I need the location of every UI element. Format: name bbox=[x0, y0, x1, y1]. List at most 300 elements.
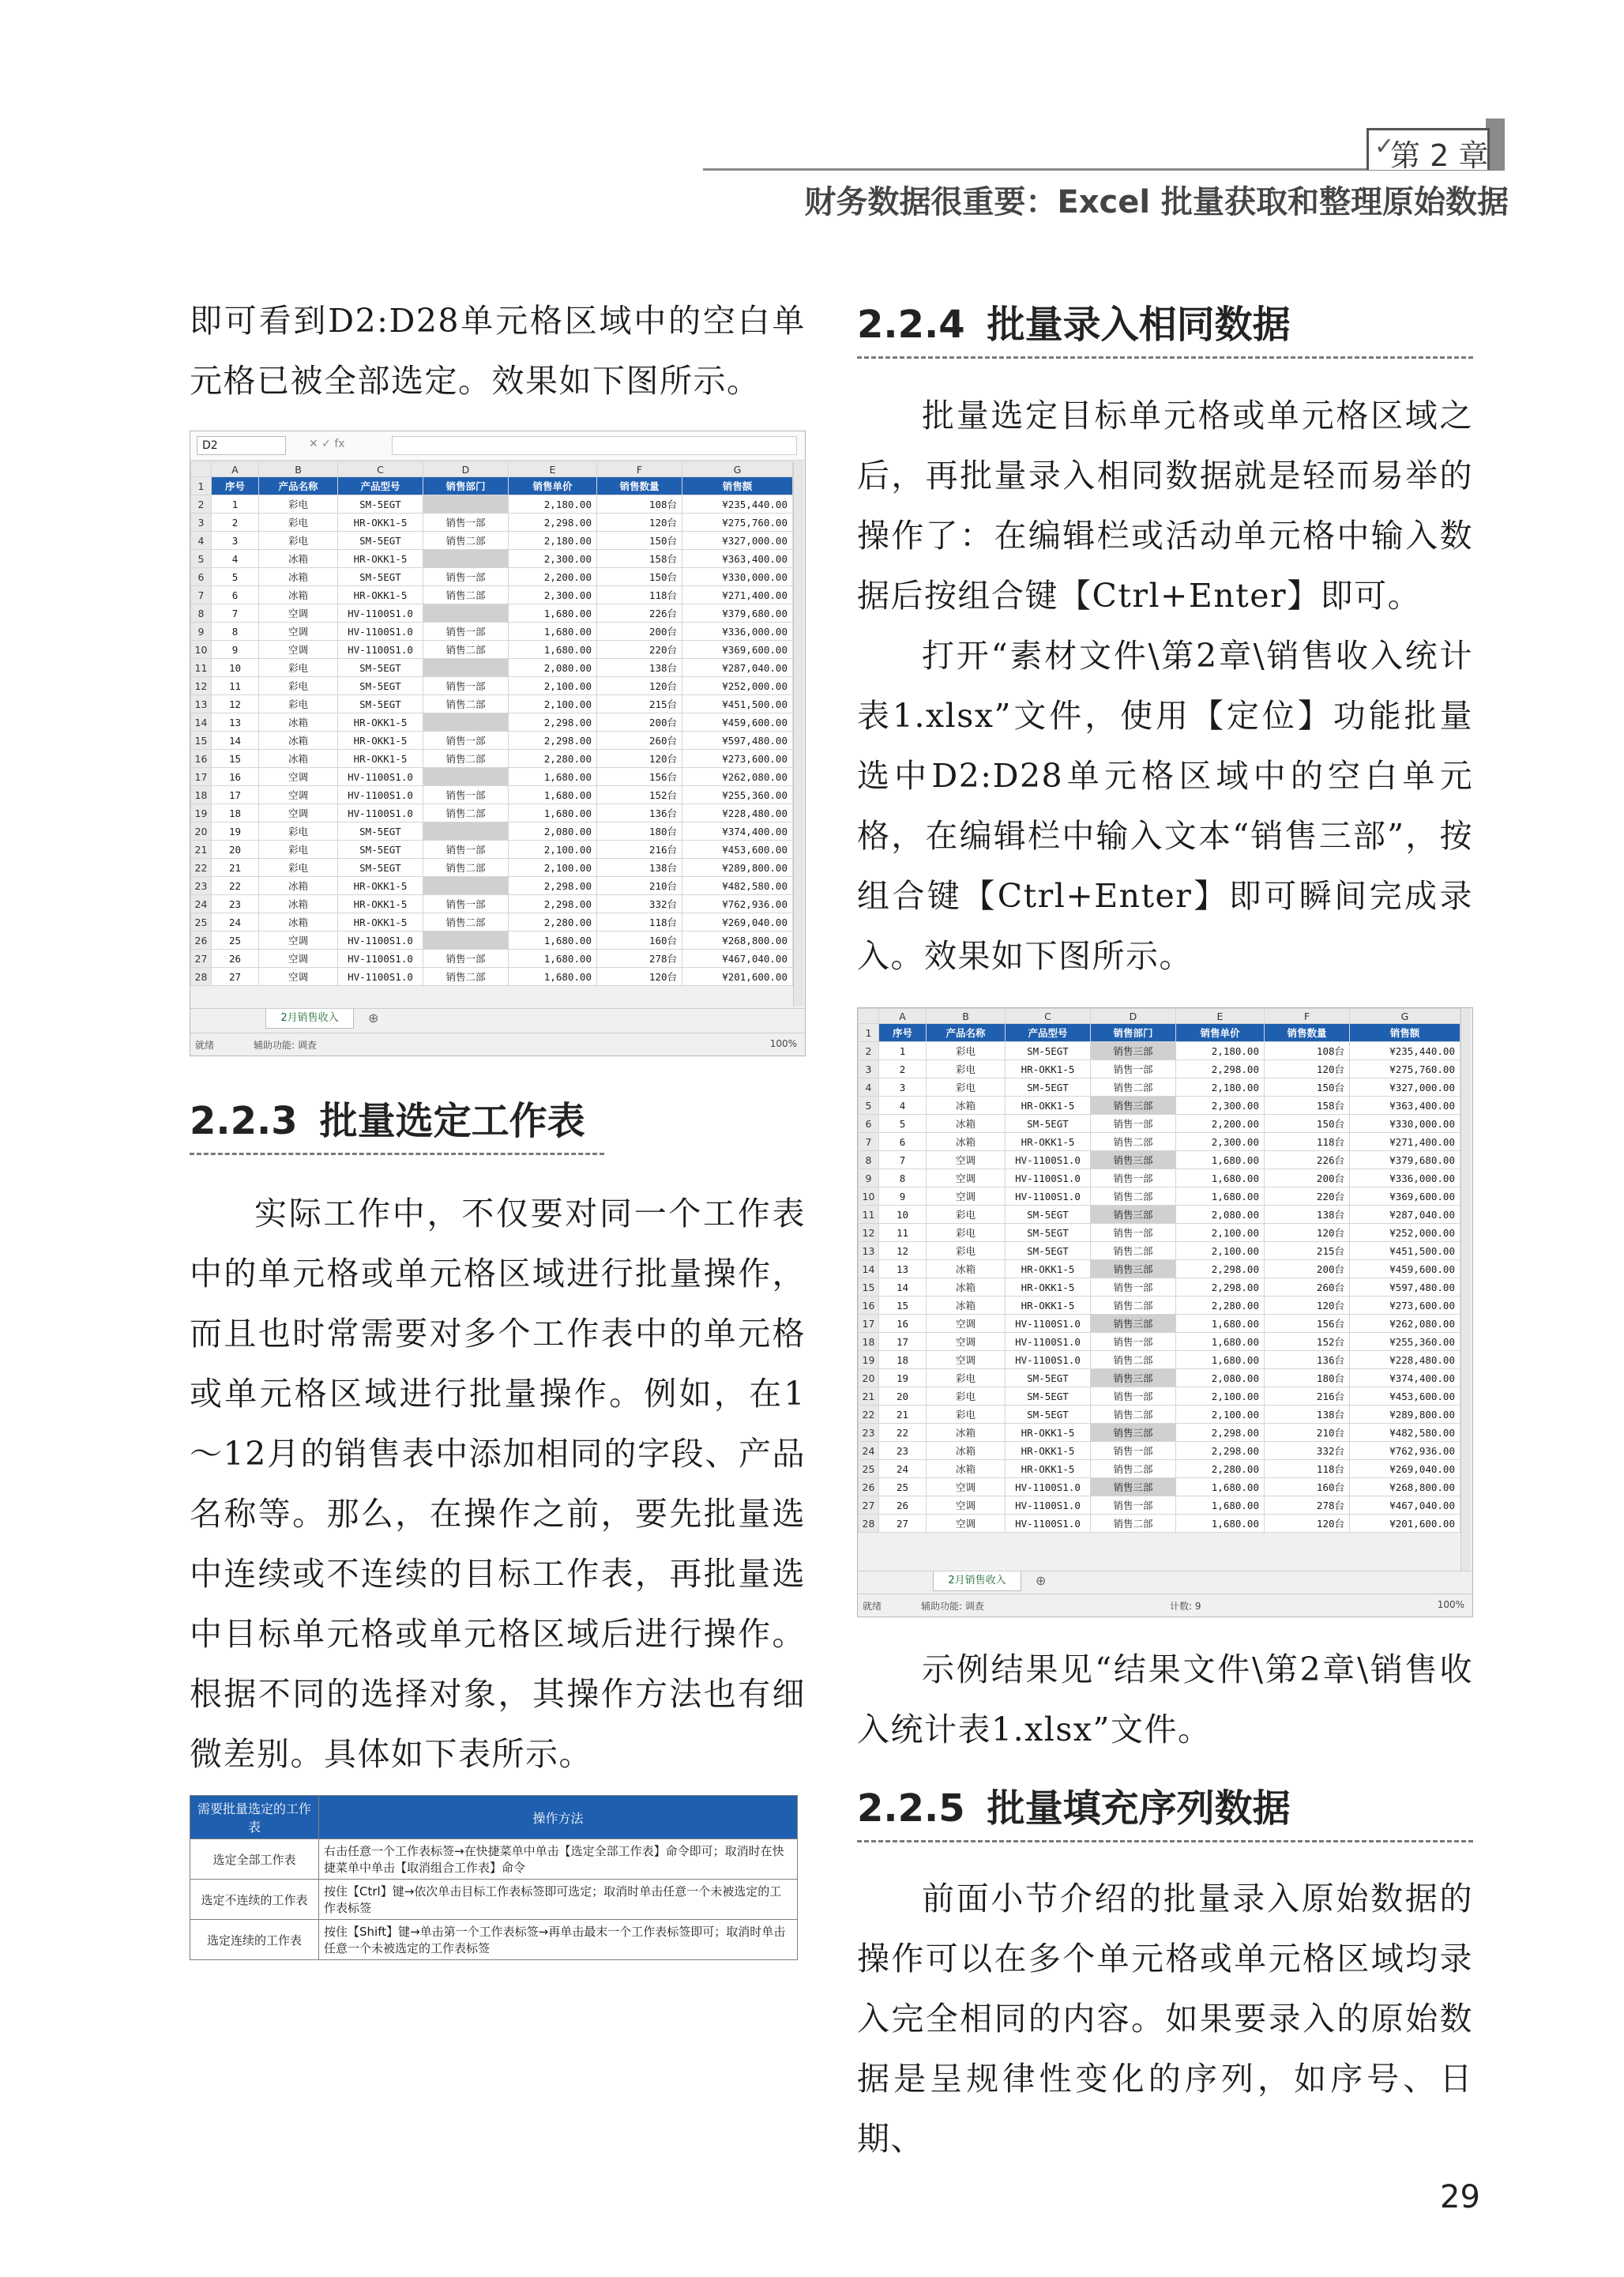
sheet-cell[interactable]: 彩电 bbox=[259, 822, 338, 841]
row-number[interactable]: 2 bbox=[191, 495, 212, 514]
sheet-cell[interactable]: ¥269,040.00 bbox=[682, 913, 793, 932]
sheet-cell[interactable]: 空调 bbox=[927, 1351, 1006, 1369]
sheet-cell[interactable]: SM-5EGT bbox=[338, 695, 423, 713]
sheet-cell[interactable]: ¥269,040.00 bbox=[1350, 1460, 1460, 1478]
sheet-cell[interactable]: 销售一部 bbox=[423, 568, 509, 586]
sheet-cell[interactable]: 2,280.00 bbox=[1176, 1460, 1265, 1478]
sheet-cell[interactable]: HR-OKK1-5 bbox=[338, 913, 423, 932]
row-number[interactable]: 2 bbox=[859, 1042, 879, 1060]
sheet-cell[interactable]: 空调 bbox=[259, 804, 338, 822]
sheet-cell[interactable]: SM-5EGT bbox=[338, 841, 423, 859]
sheet-cell[interactable]: HR-OKK1-5 bbox=[1006, 1260, 1091, 1278]
sheet-cell[interactable]: 销售二部 bbox=[1091, 1078, 1176, 1097]
sheet-cell[interactable]: 200台 bbox=[597, 713, 682, 732]
row-number[interactable]: 21 bbox=[859, 1387, 879, 1406]
sheet-cell[interactable]: 27 bbox=[212, 968, 259, 986]
sheet-cell[interactable]: 13 bbox=[879, 1260, 927, 1278]
sheet-cell[interactable]: ¥255,360.00 bbox=[682, 786, 793, 804]
sheet-cell[interactable]: 彩电 bbox=[259, 841, 338, 859]
sheet-cell[interactable]: 销售二部 bbox=[1091, 1515, 1176, 1533]
sheet-cell[interactable]: 空调 bbox=[927, 1333, 1006, 1351]
row-number[interactable]: 24 bbox=[859, 1442, 879, 1460]
sheet-cell[interactable]: 332台 bbox=[597, 895, 682, 913]
row-number[interactable]: 19 bbox=[859, 1351, 879, 1369]
sheet-cell[interactable]: 2,300.00 bbox=[1176, 1133, 1265, 1151]
zoom-level[interactable]: 100% bbox=[1437, 1599, 1464, 1610]
sheet-cell[interactable]: ¥762,936.00 bbox=[682, 895, 793, 913]
sheet-cell[interactable]: 1,680.00 bbox=[1176, 1496, 1265, 1515]
sheet-cell[interactable]: 冰箱 bbox=[927, 1133, 1006, 1151]
sheet-cell[interactable]: 空调 bbox=[259, 641, 338, 659]
sheet-cell[interactable]: 销售二部 bbox=[1091, 1297, 1176, 1315]
sheet-cell[interactable]: 4 bbox=[212, 550, 259, 568]
sheet-cell[interactable]: 2,298.00 bbox=[1176, 1260, 1265, 1278]
sheet-cell[interactable]: HV-1100S1.0 bbox=[338, 968, 423, 986]
sheet-cell[interactable]: ¥453,600.00 bbox=[682, 841, 793, 859]
column-letter[interactable]: C bbox=[1006, 1009, 1091, 1024]
row-number[interactable]: 18 bbox=[191, 786, 212, 804]
sheet-cell[interactable]: 8 bbox=[212, 623, 259, 641]
row-number[interactable]: 15 bbox=[191, 732, 212, 750]
sheet-cell[interactable]: 24 bbox=[212, 913, 259, 932]
sheet-cell[interactable]: 215台 bbox=[597, 695, 682, 713]
sheet-cell[interactable]: 2,298.00 bbox=[1176, 1278, 1265, 1297]
sheet-cell[interactable]: 1,680.00 bbox=[509, 623, 597, 641]
sheet-cell[interactable]: 彩电 bbox=[259, 677, 338, 695]
sheet-cell[interactable]: 15 bbox=[212, 750, 259, 768]
row-number[interactable]: 10 bbox=[859, 1187, 879, 1206]
sheet-cell[interactable]: ¥451,500.00 bbox=[682, 695, 793, 713]
sheet-cell[interactable]: 108台 bbox=[597, 495, 682, 514]
sheet-cell[interactable]: 14 bbox=[879, 1278, 927, 1297]
row-number[interactable]: 27 bbox=[191, 950, 212, 968]
sheet-cell[interactable]: 销售三部 bbox=[1091, 1042, 1176, 1060]
sheet-cell[interactable]: HV-1100S1.0 bbox=[338, 604, 423, 623]
sheet-cell[interactable]: ¥289,800.00 bbox=[1350, 1406, 1460, 1424]
sheet-cell[interactable]: 2,298.00 bbox=[1176, 1060, 1265, 1078]
row-number[interactable]: 11 bbox=[191, 659, 212, 677]
sheet-cell[interactable]: 销售一部 bbox=[423, 786, 509, 804]
sheet-cell[interactable]: 空调 bbox=[259, 623, 338, 641]
sheet-cell[interactable]: 销售一部 bbox=[423, 950, 509, 968]
sheet-cell[interactable]: 销售二部 bbox=[423, 859, 509, 877]
sheet-cell[interactable]: 26 bbox=[212, 950, 259, 968]
sheet-cell[interactable]: 2,080.00 bbox=[1176, 1369, 1265, 1387]
row-number[interactable]: 17 bbox=[191, 768, 212, 786]
sheet-cell[interactable]: HV-1100S1.0 bbox=[1006, 1169, 1091, 1187]
name-box[interactable]: D2 bbox=[197, 436, 286, 455]
sheet-cell[interactable]: HV-1100S1.0 bbox=[338, 641, 423, 659]
sheet-cell[interactable]: 冰箱 bbox=[259, 895, 338, 913]
sheet-cell[interactable]: 冰箱 bbox=[927, 1115, 1006, 1133]
sheet-cell[interactable]: ¥459,600.00 bbox=[682, 713, 793, 732]
sheet-cell[interactable]: ¥271,400.00 bbox=[682, 586, 793, 604]
sheet-cell[interactable]: 27 bbox=[879, 1515, 927, 1533]
header-cell[interactable]: 销售数量 bbox=[597, 477, 682, 495]
sheet-cell[interactable]: ¥369,600.00 bbox=[1350, 1187, 1460, 1206]
sheet-cell[interactable]: 278台 bbox=[597, 950, 682, 968]
sheet-cell[interactable]: 9 bbox=[879, 1187, 927, 1206]
sheet-cell[interactable]: 120台 bbox=[597, 750, 682, 768]
sheet-cell[interactable]: 销售二部 bbox=[1091, 1187, 1176, 1206]
sheet-cell[interactable]: ¥467,040.00 bbox=[1350, 1496, 1460, 1515]
sheet-cell[interactable]: ¥275,760.00 bbox=[1350, 1060, 1460, 1078]
sheet-cell[interactable]: 152台 bbox=[1265, 1333, 1350, 1351]
sheet-cell[interactable]: 彩电 bbox=[927, 1060, 1006, 1078]
sheet-tab[interactable]: 2月销售收入 bbox=[933, 1571, 1021, 1591]
sheet-cell[interactable]: 2,280.00 bbox=[509, 913, 597, 932]
sheet-cell[interactable]: 12 bbox=[879, 1242, 927, 1260]
sheet-cell[interactable]: 冰箱 bbox=[259, 877, 338, 895]
sheet-cell[interactable]: 销售一部 bbox=[1091, 1496, 1176, 1515]
sheet-cell[interactable]: 8 bbox=[879, 1169, 927, 1187]
header-cell[interactable]: 产品型号 bbox=[338, 477, 423, 495]
sheet-cell[interactable]: 26 bbox=[879, 1496, 927, 1515]
row-number[interactable]: 15 bbox=[859, 1278, 879, 1297]
column-letter[interactable]: F bbox=[1265, 1009, 1350, 1024]
row-number[interactable]: 23 bbox=[191, 877, 212, 895]
sheet-cell[interactable]: 彩电 bbox=[259, 495, 338, 514]
sheet-cell[interactable]: 16 bbox=[879, 1315, 927, 1333]
sheet-cell[interactable]: 2,200.00 bbox=[509, 568, 597, 586]
sheet-cell[interactable]: 220台 bbox=[597, 641, 682, 659]
header-cell[interactable]: 产品名称 bbox=[927, 1024, 1006, 1042]
sheet-cell[interactable]: 1 bbox=[212, 495, 259, 514]
select-all-corner[interactable] bbox=[191, 462, 212, 477]
row-number[interactable]: 28 bbox=[191, 968, 212, 986]
sheet-cell[interactable]: 空调 bbox=[927, 1315, 1006, 1333]
sheet-cell[interactable]: ¥330,000.00 bbox=[682, 568, 793, 586]
sheet-cell[interactable]: HR-OKK1-5 bbox=[1006, 1060, 1091, 1078]
sheet-cell[interactable]: ¥201,600.00 bbox=[1350, 1515, 1460, 1533]
row-number[interactable]: 8 bbox=[191, 604, 212, 623]
sheet-cell[interactable]: ¥228,480.00 bbox=[1350, 1351, 1460, 1369]
sheet-cell[interactable]: 冰箱 bbox=[927, 1442, 1006, 1460]
sheet-cell[interactable]: 118台 bbox=[597, 913, 682, 932]
sheet-cell[interactable]: 销售二部 bbox=[1091, 1406, 1176, 1424]
header-cell[interactable]: 销售单价 bbox=[509, 477, 597, 495]
sheet-cell[interactable]: 2 bbox=[212, 514, 259, 532]
sheet-cell[interactable]: 彩电 bbox=[927, 1369, 1006, 1387]
row-number[interactable]: 23 bbox=[859, 1424, 879, 1442]
row-number[interactable]: 3 bbox=[859, 1060, 879, 1078]
row-number[interactable]: 4 bbox=[859, 1078, 879, 1097]
sheet-cell[interactable]: 118台 bbox=[1265, 1133, 1350, 1151]
sheet-cell[interactable]: HR-OKK1-5 bbox=[1006, 1133, 1091, 1151]
sheet-cell[interactable]: 108台 bbox=[1265, 1042, 1350, 1060]
sheet-cell[interactable]: 25 bbox=[879, 1478, 927, 1496]
sheet-cell[interactable]: 销售一部 bbox=[1091, 1387, 1176, 1406]
row-number[interactable]: 25 bbox=[191, 913, 212, 932]
sheet-cell[interactable]: 152台 bbox=[597, 786, 682, 804]
sheet-cell[interactable]: 160台 bbox=[1265, 1478, 1350, 1496]
sheet-cell[interactable]: ¥459,600.00 bbox=[1350, 1260, 1460, 1278]
sheet-cell[interactable] bbox=[423, 877, 509, 895]
sheet-cell[interactable]: 销售一部 bbox=[423, 514, 509, 532]
sheet-cell[interactable]: 空调 bbox=[927, 1169, 1006, 1187]
row-number[interactable]: 9 bbox=[859, 1169, 879, 1187]
sheet-cell[interactable]: 7 bbox=[212, 604, 259, 623]
sheet-cell[interactable]: 120台 bbox=[1265, 1297, 1350, 1315]
sheet-cell[interactable]: 2,300.00 bbox=[509, 550, 597, 568]
sheet-cell[interactable]: 销售一部 bbox=[423, 732, 509, 750]
column-letter[interactable]: B bbox=[259, 462, 338, 477]
sheet-cell[interactable]: ¥252,000.00 bbox=[1350, 1224, 1460, 1242]
row-number[interactable]: 20 bbox=[859, 1369, 879, 1387]
column-letter[interactable]: F bbox=[597, 462, 682, 477]
sheet-cell[interactable]: 彩电 bbox=[927, 1387, 1006, 1406]
sheet-cell[interactable]: 160台 bbox=[597, 932, 682, 950]
sheet-cell[interactable]: 6 bbox=[212, 586, 259, 604]
sheet-cell[interactable]: HV-1100S1.0 bbox=[1006, 1315, 1091, 1333]
row-number[interactable]: 16 bbox=[191, 750, 212, 768]
sheet-cell[interactable]: 销售二部 bbox=[1091, 1460, 1176, 1478]
column-letter[interactable]: B bbox=[927, 1009, 1006, 1024]
row-number[interactable]: 12 bbox=[191, 677, 212, 695]
sheet-cell[interactable]: 260台 bbox=[597, 732, 682, 750]
column-letter[interactable]: A bbox=[879, 1009, 927, 1024]
header-cell[interactable]: 销售额 bbox=[1350, 1024, 1460, 1042]
sheet-cell[interactable]: 19 bbox=[879, 1369, 927, 1387]
add-sheet-icon[interactable]: ⊕ bbox=[368, 1011, 379, 1026]
sheet-cell[interactable]: 200台 bbox=[1265, 1260, 1350, 1278]
row-number[interactable]: 1 bbox=[859, 1024, 879, 1042]
sheet-cell[interactable]: 2,298.00 bbox=[509, 877, 597, 895]
sheet-cell[interactable]: 2,300.00 bbox=[509, 586, 597, 604]
row-number[interactable]: 21 bbox=[191, 841, 212, 859]
sheet-cell[interactable]: 销售三部 bbox=[1091, 1151, 1176, 1169]
sheet-cell[interactable]: HV-1100S1.0 bbox=[1006, 1515, 1091, 1533]
sheet-cell[interactable]: 180台 bbox=[1265, 1369, 1350, 1387]
sheet-cell[interactable]: ¥275,760.00 bbox=[682, 514, 793, 532]
sheet-cell[interactable]: HR-OKK1-5 bbox=[1006, 1278, 1091, 1297]
sheet-cell[interactable]: 销售一部 bbox=[423, 841, 509, 859]
row-number[interactable]: 12 bbox=[859, 1224, 879, 1242]
sheet-cell[interactable]: 1,680.00 bbox=[509, 932, 597, 950]
sheet-cell[interactable]: 1,680.00 bbox=[1176, 1515, 1265, 1533]
sheet-cell[interactable]: 销售二部 bbox=[1091, 1242, 1176, 1260]
sheet-cell[interactable]: ¥252,000.00 bbox=[682, 677, 793, 695]
sheet-cell[interactable]: 销售三部 bbox=[1091, 1478, 1176, 1496]
sheet-cell[interactable]: 2,100.00 bbox=[509, 841, 597, 859]
vertical-scrollbar[interactable] bbox=[1460, 1008, 1471, 1571]
sheet-cell[interactable]: 2,298.00 bbox=[509, 713, 597, 732]
sheet-cell[interactable]: HR-OKK1-5 bbox=[338, 514, 423, 532]
sheet-cell[interactable]: 200台 bbox=[597, 623, 682, 641]
sheet-cell[interactable]: SM-5EGT bbox=[338, 532, 423, 550]
header-cell[interactable]: 序号 bbox=[212, 477, 259, 495]
sheet-cell[interactable]: 278台 bbox=[1265, 1496, 1350, 1515]
row-number[interactable]: 6 bbox=[859, 1115, 879, 1133]
sheet-cell[interactable]: 17 bbox=[879, 1333, 927, 1351]
sheet-cell[interactable]: 11 bbox=[879, 1224, 927, 1242]
row-number[interactable]: 19 bbox=[191, 804, 212, 822]
header-cell[interactable]: 序号 bbox=[879, 1024, 927, 1042]
sheet-cell[interactable]: 2,298.00 bbox=[1176, 1442, 1265, 1460]
sheet-cell[interactable]: 210台 bbox=[1265, 1424, 1350, 1442]
sheet-cell[interactable]: SM-5EGT bbox=[1006, 1369, 1091, 1387]
sheet-cell[interactable]: ¥369,600.00 bbox=[682, 641, 793, 659]
sheet-cell[interactable]: 销售一部 bbox=[1091, 1278, 1176, 1297]
sheet-cell[interactable]: ¥201,600.00 bbox=[682, 968, 793, 986]
sheet-cell[interactable]: 215台 bbox=[1265, 1242, 1350, 1260]
sheet-cell[interactable]: ¥482,580.00 bbox=[1350, 1424, 1460, 1442]
sheet-cell[interactable]: ¥235,440.00 bbox=[1350, 1042, 1460, 1060]
row-number[interactable]: 6 bbox=[191, 568, 212, 586]
sheet-cell[interactable]: 4 bbox=[879, 1097, 927, 1115]
sheet-cell[interactable]: 2,100.00 bbox=[509, 677, 597, 695]
sheet-cell[interactable]: 销售一部 bbox=[423, 623, 509, 641]
sheet-cell[interactable]: ¥379,680.00 bbox=[1350, 1151, 1460, 1169]
sheet-cell[interactable]: 2,180.00 bbox=[509, 532, 597, 550]
sheet-cell[interactable]: 24 bbox=[879, 1460, 927, 1478]
sheet-cell[interactable]: 空调 bbox=[927, 1187, 1006, 1206]
row-number[interactable]: 7 bbox=[859, 1133, 879, 1151]
sheet-cell[interactable]: HV-1100S1.0 bbox=[338, 623, 423, 641]
sheet-cell[interactable]: 3 bbox=[212, 532, 259, 550]
row-number[interactable]: 24 bbox=[191, 895, 212, 913]
sheet-cell[interactable]: ¥363,400.00 bbox=[1350, 1097, 1460, 1115]
sheet-cell[interactable]: 冰箱 bbox=[259, 568, 338, 586]
sheet-cell[interactable]: 22 bbox=[879, 1424, 927, 1442]
sheet-cell[interactable]: 彩电 bbox=[259, 514, 338, 532]
sheet-cell[interactable]: ¥255,360.00 bbox=[1350, 1333, 1460, 1351]
sheet-cell[interactable]: 25 bbox=[212, 932, 259, 950]
sheet-cell[interactable]: 销售二部 bbox=[423, 913, 509, 932]
sheet-cell[interactable]: 彩电 bbox=[927, 1078, 1006, 1097]
sheet-cell[interactable]: 冰箱 bbox=[927, 1424, 1006, 1442]
sheet-cell[interactable]: SM-5EGT bbox=[1006, 1387, 1091, 1406]
sheet-cell[interactable]: 18 bbox=[879, 1351, 927, 1369]
sheet-cell[interactable]: 150台 bbox=[597, 532, 682, 550]
sheet-cell[interactable]: HV-1100S1.0 bbox=[338, 768, 423, 786]
sheet-cell[interactable]: ¥287,040.00 bbox=[682, 659, 793, 677]
sheet-cell[interactable]: 彩电 bbox=[927, 1242, 1006, 1260]
row-number[interactable]: 27 bbox=[859, 1496, 879, 1515]
sheet-cell[interactable]: ¥374,400.00 bbox=[682, 822, 793, 841]
sheet-cell[interactable]: 150台 bbox=[1265, 1115, 1350, 1133]
sheet-cell[interactable]: 冰箱 bbox=[259, 750, 338, 768]
sheet-cell[interactable]: 1,680.00 bbox=[1176, 1169, 1265, 1187]
sheet-cell[interactable]: HR-OKK1-5 bbox=[338, 732, 423, 750]
sheet-cell[interactable]: ¥336,000.00 bbox=[682, 623, 793, 641]
sheet-cell[interactable]: 销售三部 bbox=[1091, 1424, 1176, 1442]
sheet-cell[interactable]: 138台 bbox=[597, 859, 682, 877]
sheet-cell[interactable]: 180台 bbox=[597, 822, 682, 841]
sheet-cell[interactable]: 260台 bbox=[1265, 1278, 1350, 1297]
sheet-cell[interactable] bbox=[423, 768, 509, 786]
zoom-level[interactable]: 100% bbox=[769, 1038, 797, 1049]
sheet-cell[interactable]: 销售二部 bbox=[423, 641, 509, 659]
sheet-cell[interactable]: 21 bbox=[879, 1406, 927, 1424]
sheet-cell[interactable]: HV-1100S1.0 bbox=[338, 950, 423, 968]
sheet-cell[interactable]: ¥228,480.00 bbox=[682, 804, 793, 822]
sheet-cell[interactable]: SM-5EGT bbox=[338, 822, 423, 841]
sheet-cell[interactable] bbox=[423, 822, 509, 841]
sheet-cell[interactable]: 销售二部 bbox=[423, 532, 509, 550]
sheet-cell[interactable]: HR-OKK1-5 bbox=[338, 877, 423, 895]
sheet-cell[interactable]: ¥597,480.00 bbox=[1350, 1278, 1460, 1297]
row-number[interactable]: 17 bbox=[859, 1315, 879, 1333]
sheet-cell[interactable]: ¥374,400.00 bbox=[1350, 1369, 1460, 1387]
sheet-cell[interactable]: ¥467,040.00 bbox=[682, 950, 793, 968]
sheet-cell[interactable]: 空调 bbox=[259, 604, 338, 623]
sheet-cell[interactable]: ¥262,080.00 bbox=[682, 768, 793, 786]
sheet-cell[interactable]: 2,298.00 bbox=[1176, 1424, 1265, 1442]
sheet-cell[interactable]: ¥482,580.00 bbox=[682, 877, 793, 895]
sheet-cell[interactable]: 2,100.00 bbox=[1176, 1224, 1265, 1242]
sheet-cell[interactable]: HV-1100S1.0 bbox=[1006, 1333, 1091, 1351]
sheet-cell[interactable]: 1,680.00 bbox=[1176, 1315, 1265, 1333]
sheet-cell[interactable]: 空调 bbox=[259, 932, 338, 950]
row-number[interactable]: 13 bbox=[859, 1242, 879, 1260]
sheet-cell[interactable]: 138台 bbox=[597, 659, 682, 677]
sheet-cell[interactable]: ¥289,800.00 bbox=[682, 859, 793, 877]
header-cell[interactable]: 销售数量 bbox=[1265, 1024, 1350, 1042]
sheet-cell[interactable]: ¥363,400.00 bbox=[682, 550, 793, 568]
sheet-cell[interactable]: 冰箱 bbox=[927, 1460, 1006, 1478]
sheet-cell[interactable]: ¥273,600.00 bbox=[1350, 1297, 1460, 1315]
sheet-cell[interactable]: 销售一部 bbox=[1091, 1224, 1176, 1242]
sheet-cell[interactable]: HR-OKK1-5 bbox=[338, 550, 423, 568]
sheet-cell[interactable]: HV-1100S1.0 bbox=[1006, 1351, 1091, 1369]
sheet-cell[interactable]: 200台 bbox=[1265, 1169, 1350, 1187]
sheet-cell[interactable]: 5 bbox=[879, 1115, 927, 1133]
sheet-cell[interactable] bbox=[423, 550, 509, 568]
sheet-cell[interactable]: 120台 bbox=[1265, 1515, 1350, 1533]
formula-input[interactable] bbox=[392, 436, 797, 455]
sheet-cell[interactable]: 冰箱 bbox=[927, 1297, 1006, 1315]
sheet-cell[interactable]: 2,100.00 bbox=[1176, 1242, 1265, 1260]
header-cell[interactable]: 销售单价 bbox=[1176, 1024, 1265, 1042]
sheet-cell[interactable]: 14 bbox=[212, 732, 259, 750]
row-number[interactable]: 14 bbox=[859, 1260, 879, 1278]
sheet-cell[interactable]: 销售一部 bbox=[1091, 1060, 1176, 1078]
sheet-cell[interactable]: HR-OKK1-5 bbox=[1006, 1442, 1091, 1460]
sheet-cell[interactable]: 1 bbox=[879, 1042, 927, 1060]
sheet-cell[interactable]: SM-5EGT bbox=[1006, 1224, 1091, 1242]
sheet-cell[interactable]: SM-5EGT bbox=[338, 677, 423, 695]
sheet-cell[interactable]: 彩电 bbox=[259, 532, 338, 550]
sheet-cell[interactable]: 22 bbox=[212, 877, 259, 895]
sheet-cell[interactable]: 空调 bbox=[259, 968, 338, 986]
header-cell[interactable]: 产品型号 bbox=[1006, 1024, 1091, 1042]
sheet-cell[interactable]: 销售二部 bbox=[1091, 1351, 1176, 1369]
sheet-cell[interactable]: 销售三部 bbox=[1091, 1315, 1176, 1333]
sheet-cell[interactable]: SM-5EGT bbox=[338, 568, 423, 586]
row-number[interactable]: 28 bbox=[859, 1515, 879, 1533]
sheet-cell[interactable]: 冰箱 bbox=[259, 550, 338, 568]
sheet-cell[interactable]: ¥336,000.00 bbox=[1350, 1169, 1460, 1187]
sheet-cell[interactable]: 18 bbox=[212, 804, 259, 822]
sheet-cell[interactable]: 销售二部 bbox=[423, 586, 509, 604]
sheet-cell[interactable]: 2,080.00 bbox=[509, 822, 597, 841]
sheet-cell[interactable]: ¥268,800.00 bbox=[682, 932, 793, 950]
sheet-cell[interactable]: 138台 bbox=[1265, 1206, 1350, 1224]
sheet-cell[interactable]: SM-5EGT bbox=[1006, 1042, 1091, 1060]
sheet-cell[interactable]: 11 bbox=[212, 677, 259, 695]
row-number[interactable]: 13 bbox=[191, 695, 212, 713]
row-number[interactable]: 25 bbox=[859, 1460, 879, 1478]
sheet-cell[interactable]: 17 bbox=[212, 786, 259, 804]
sheet-cell[interactable]: 16 bbox=[212, 768, 259, 786]
sheet-cell[interactable]: SM-5EGT bbox=[1006, 1115, 1091, 1133]
sheet-cell[interactable]: 2,280.00 bbox=[509, 750, 597, 768]
sheet-cell[interactable] bbox=[423, 713, 509, 732]
sheet-cell[interactable]: 5 bbox=[212, 568, 259, 586]
sheet-cell[interactable]: 1,680.00 bbox=[509, 786, 597, 804]
select-all-corner[interactable] bbox=[859, 1009, 879, 1024]
